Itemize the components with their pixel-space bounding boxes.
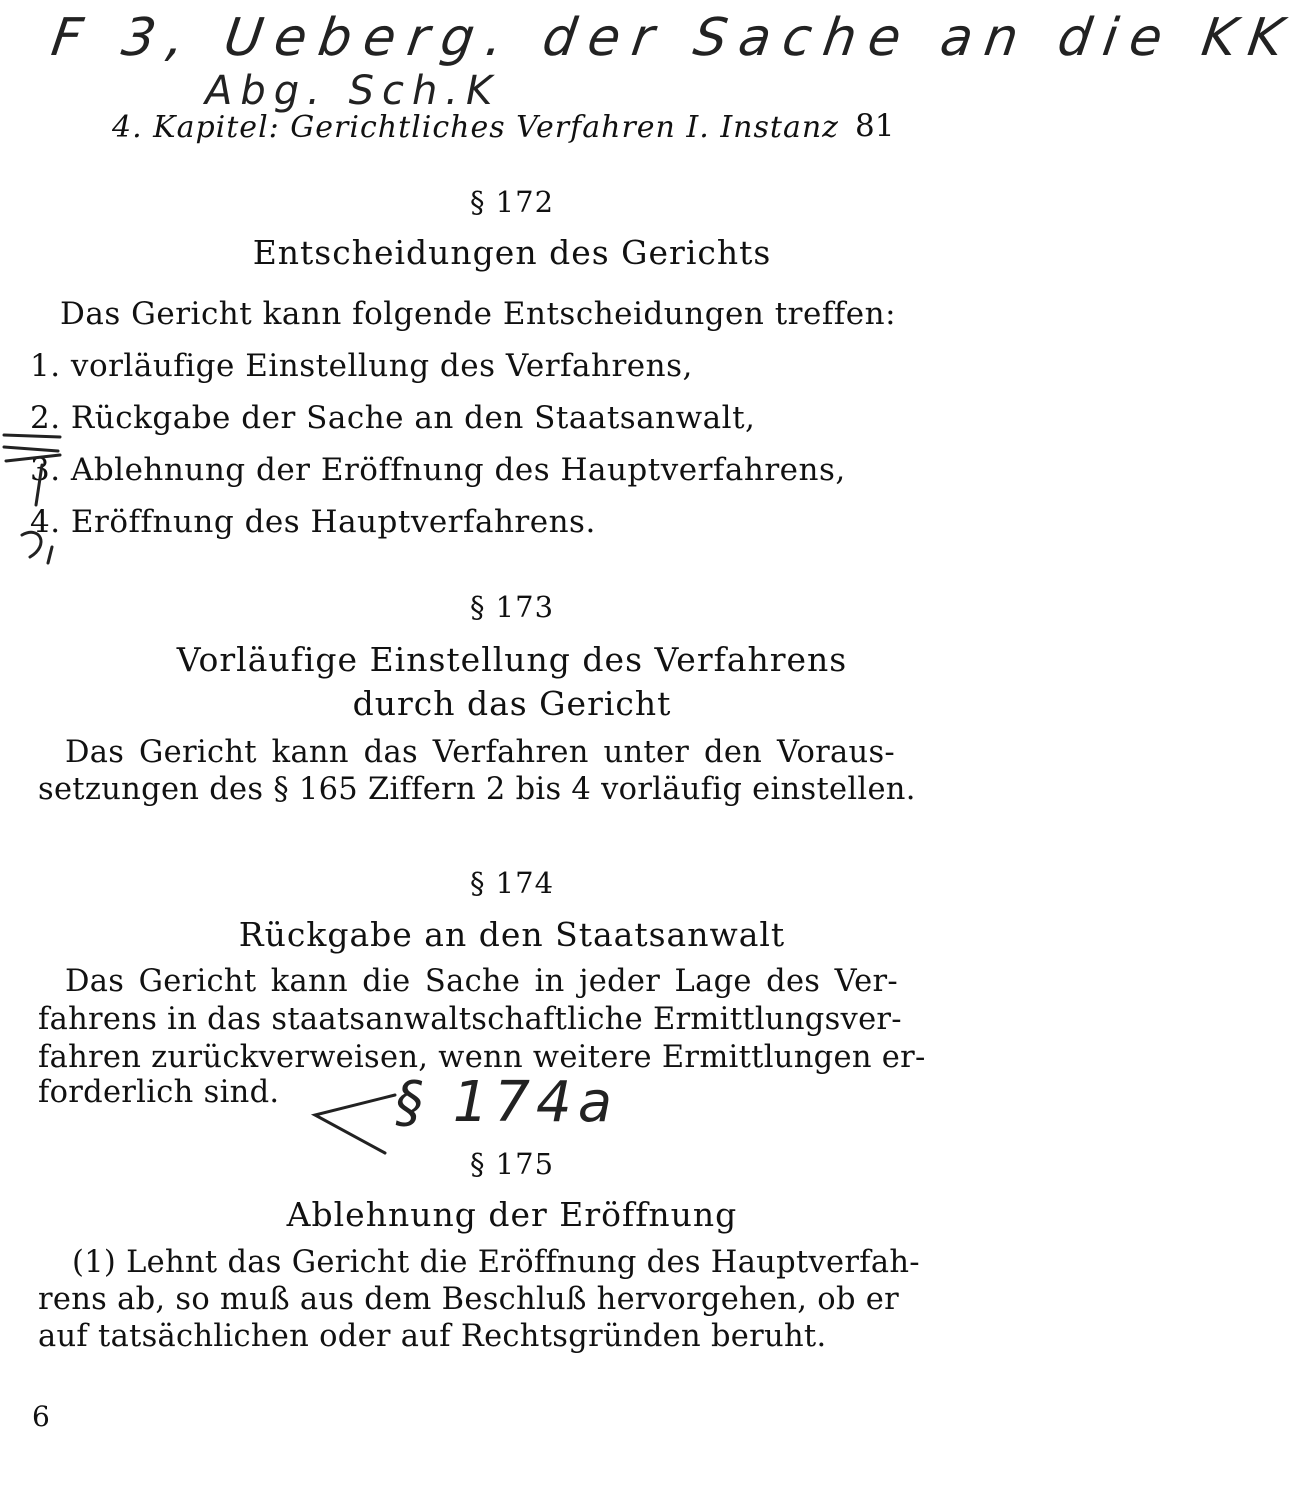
section-173-number: § 173 (469, 590, 555, 624)
section-175-number: § 175 (469, 1147, 555, 1181)
handwritten-174a-note: § 174a (395, 1070, 619, 1135)
section-172-item-4: 4. Eröffnung des Hauptverfahrens. (30, 504, 596, 540)
section-172-item-1: 1. vorläufige Einstellung des Verfahrens, (30, 348, 693, 384)
running-head: 4. Kapitel: Gerichtliches Verfahren I. Instanz (112, 110, 839, 145)
handwritten-note-line2: Abg. Sch.K (205, 68, 501, 114)
section-175-line-2: rens ab, so muß aus dem Beschluß hervorgehen, ob er (38, 1282, 899, 1317)
section-174-line-3: fahren zurückverweisen, wenn weitere Ermittlungen er- (38, 1040, 926, 1075)
section-175-line-3: auf tatsächlichen oder auf Rechtsgründen beruht. (38, 1319, 827, 1354)
section-175-line-1: (1) Lehnt das Gericht die Eröffnung des Hauptverfah- (72, 1245, 920, 1280)
section-172-title: Entscheidungen des Gerichts (252, 233, 772, 272)
section-174-title: Rückgabe an den Staatsanwalt (238, 915, 786, 954)
signature-number: 6 (32, 1400, 50, 1433)
page-number: 81 (855, 108, 895, 144)
section-173-line-2: setzungen des § 165 Ziffern 2 bis 4 vorläufig einstellen. (38, 772, 916, 807)
section-173-title-line2: durch das Gericht (352, 684, 672, 723)
margin-arrow-mark (0, 415, 80, 565)
section-175-title: Ablehnung der Eröffnung (286, 1195, 738, 1234)
section-174-line-1: Das Gericht kann die Sache in jeder Lage des Ver- (65, 964, 898, 999)
section-172-item-2: 2. Rückgabe der Sache an den Staatsanwalt, (30, 400, 756, 436)
section-172-intro: Das Gericht kann folgende Entscheidungen treffen: (60, 296, 897, 332)
section-174-number: § 174 (469, 866, 555, 900)
section-172-number: § 172 (469, 185, 555, 219)
section-173-line-1: Das Gericht kann das Verfahren unter den Voraus- (65, 735, 895, 770)
section-174-line-4: forderlich sind. (38, 1075, 280, 1110)
section-172-item-3: 3. Ablehnung der Eröffnung des Hauptverfahrens, (30, 452, 846, 488)
section-173-title-line1: Vorläufige Einstellung des Verfahrens (176, 640, 848, 679)
section-174-line-2: fahrens in das staatsanwaltschaftliche Ermittlungsver- (38, 1002, 902, 1037)
handwritten-note-line1: F 3, Ueberg. der Sache an die KK (47, 8, 1299, 68)
